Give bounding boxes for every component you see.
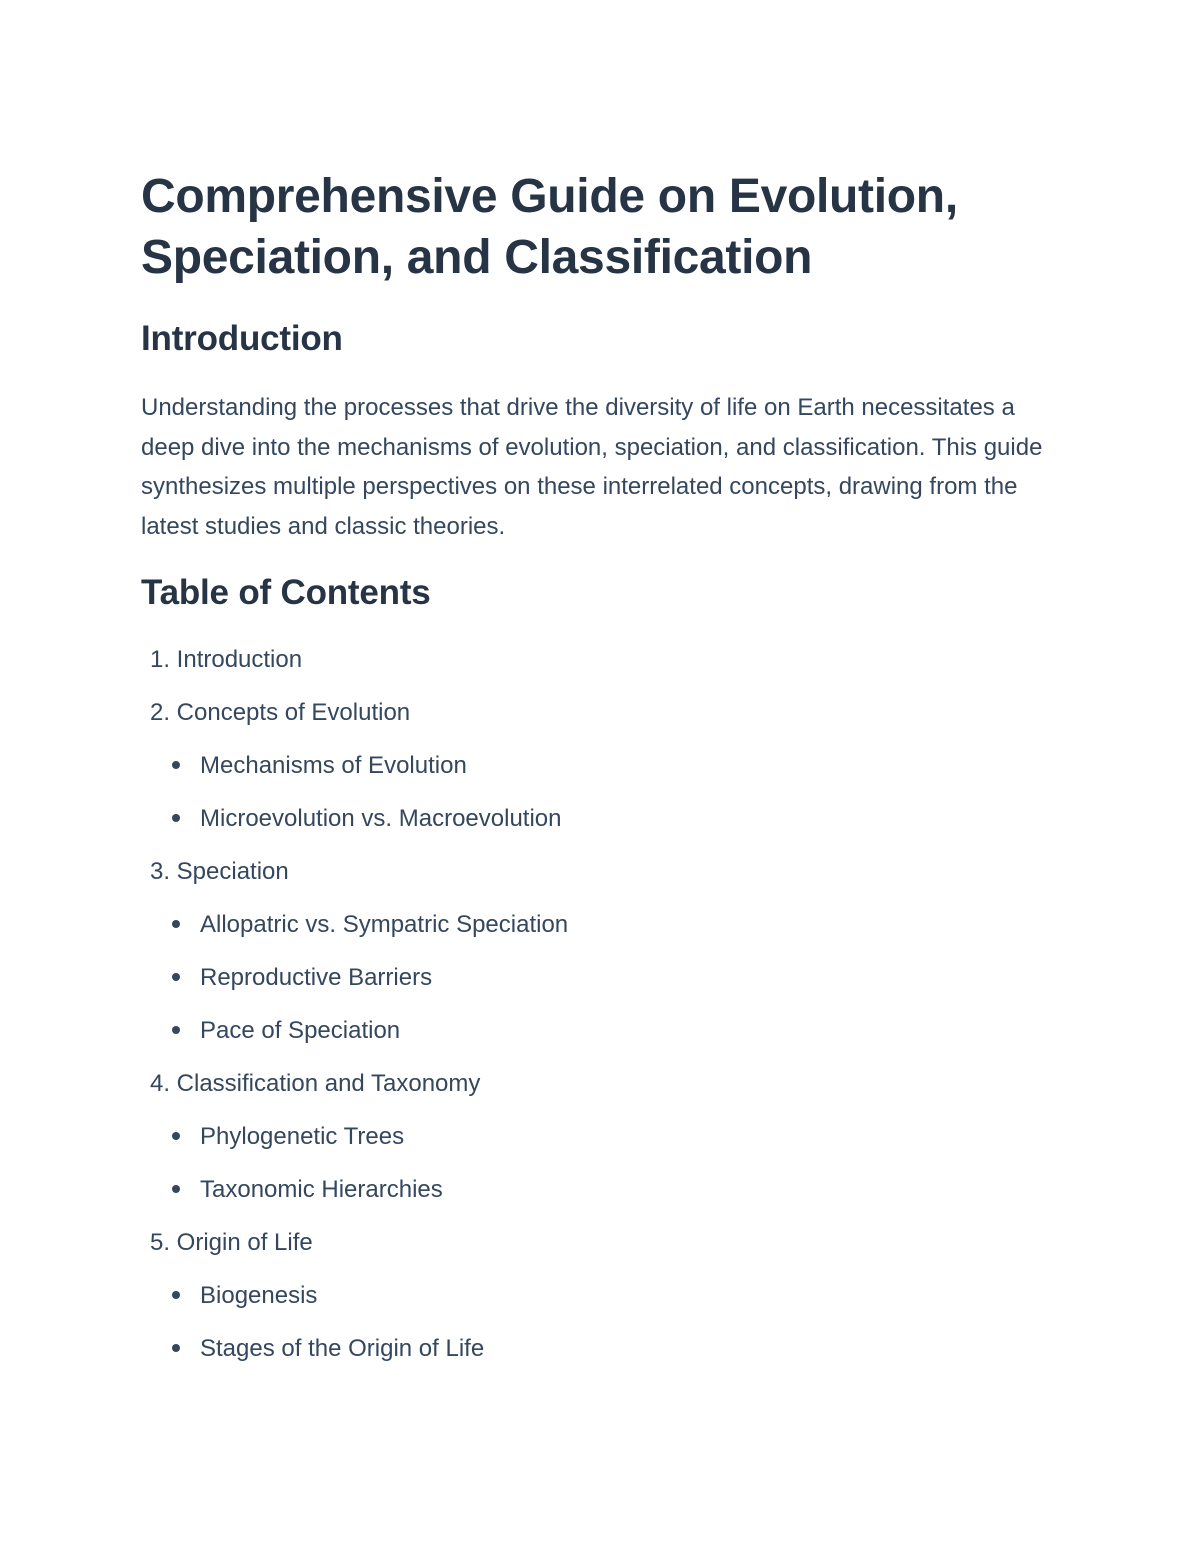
toc-subitem-stages-of-origin-of-life[interactable] [172,1334,484,1364]
bullet-icon [172,1344,180,1352]
toc-item-label: Classification and Taxonomy [176,1070,481,1097]
toc-item-label: Speciation [176,858,289,885]
toc-subitem-label: Microevolution vs. Macroevolution [200,805,562,832]
page-title: Comprehensive Guide on Evolution, Speciation, and Classification [141,170,958,284]
toc-heading: Table of Contents [141,573,431,612]
toc-item-number: 4. [149,1070,170,1097]
toc-subitem-label: Reproductive Barriers [200,964,433,991]
bullet-icon [172,1132,180,1140]
toc-subitem-label: Stages of the Origin of Life [200,1335,485,1362]
toc-subitem-taxonomic-hierarchies[interactable] [172,1175,443,1205]
introduction-heading: Introduction [141,319,343,358]
toc-subitem-label: Biogenesis [200,1282,318,1309]
bullet-icon [172,1291,180,1299]
toc-item-number: 5. [149,1229,170,1256]
toc-item-speciation[interactable] [141,857,289,887]
toc-subitem-micro-vs-macroevolution[interactable] [172,804,562,834]
toc-subitem-label: Allopatric vs. Sympatric Speciation [200,911,569,938]
toc-item-label: Origin of Life [176,1229,313,1256]
toc-subitem-allopatric-vs-sympatric[interactable] [172,910,568,940]
toc-subitem-reproductive-barriers[interactable] [172,963,432,993]
toc-item-concepts-of-evolution[interactable] [141,698,410,728]
toc-subitem-mechanisms-of-evolution[interactable] [172,751,467,781]
bullet-icon [172,973,180,981]
toc-item-origin-of-life[interactable] [141,1228,313,1258]
toc-subitem-label: Taxonomic Hierarchies [200,1176,443,1203]
introduction-paragraph: Understanding the processes that drive the diversity of life on Earth necessitates a deep dive into the mechanisms of evolution, speciation, and classification. This guide synthesizes multiple perspectives on these interrelated concepts, drawing from the latest studies and classic theories. [141,394,1043,540]
bullet-icon [172,761,180,769]
toc-item-introduction[interactable] [141,645,302,675]
toc-item-label: Introduction [176,646,303,673]
toc-subitem-label: Phylogenetic Trees [200,1123,405,1150]
toc-item-classification-and-taxonomy[interactable] [141,1069,480,1099]
toc-item-number: 1. [149,646,170,673]
toc-subitem-label: Mechanisms of Evolution [200,752,467,779]
toc-subitem-biogenesis[interactable] [172,1281,317,1311]
bullet-icon [172,1026,180,1034]
bullet-icon [172,920,180,928]
toc-item-number: 2. [149,699,170,726]
toc-subitem-phylogenetic-trees[interactable] [172,1122,404,1152]
toc-item-label: Concepts of Evolution [176,699,411,726]
bullet-icon [172,814,180,822]
toc-item-number: 3. [149,858,170,885]
toc-subitem-label: Pace of Speciation [200,1017,401,1044]
bullet-icon [172,1185,180,1193]
toc-subitem-pace-of-speciation[interactable] [172,1016,400,1046]
